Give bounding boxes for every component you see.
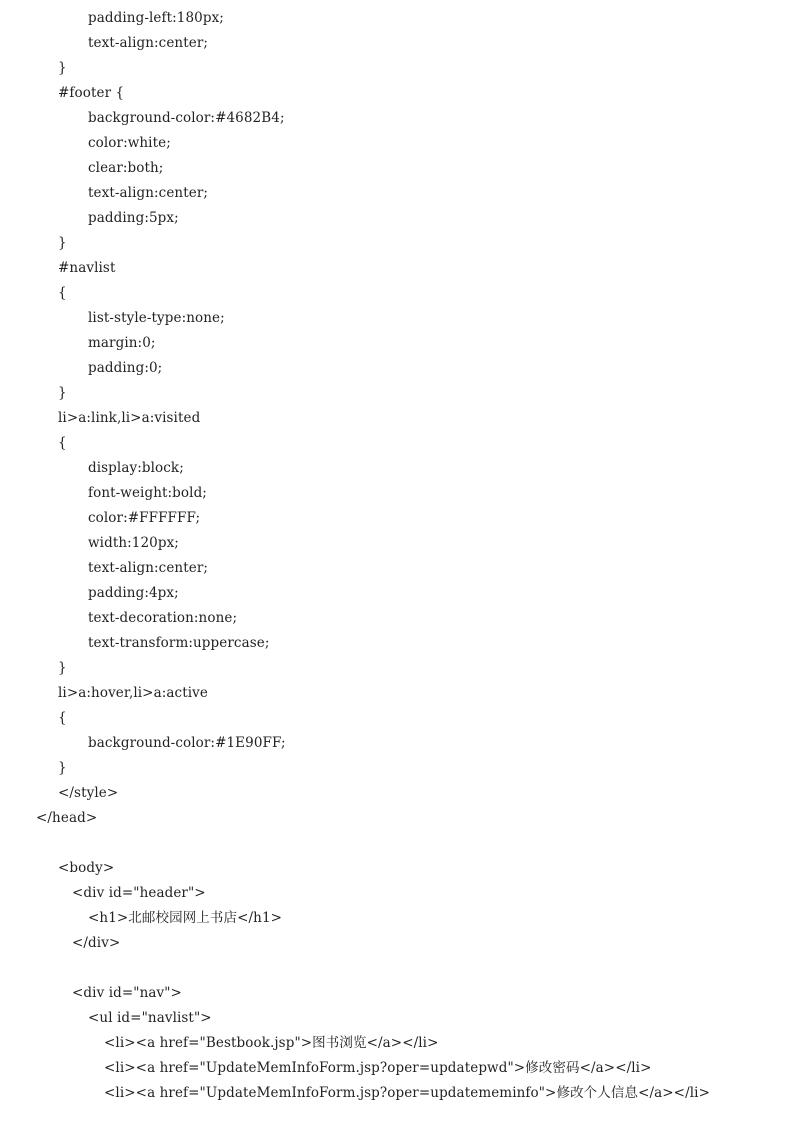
- code-line: text-decoration:none;: [88, 610, 238, 626]
- code-line: width:120px;: [88, 535, 179, 551]
- code-line: background-color:#1E90FF;: [88, 735, 286, 751]
- code-line: display:block;: [88, 460, 184, 476]
- code-line: }: [58, 60, 67, 76]
- code-line: #footer {: [58, 85, 125, 101]
- code-line: padding:0;: [88, 360, 163, 376]
- code-line: padding:5px;: [88, 210, 179, 226]
- code-line: <div id="header">: [72, 885, 206, 901]
- code-line: {: [58, 710, 67, 726]
- code-line: <li><a href="UpdateMemInfoForm.jsp?oper=updatepwd">修改密码</a></li>: [104, 1060, 652, 1076]
- code-line: text-align:center;: [88, 560, 209, 576]
- code-line: #navlist: [58, 260, 116, 276]
- code-line: }: [58, 235, 67, 251]
- code-line: </style>: [58, 785, 119, 801]
- code-line: </div>: [72, 935, 121, 951]
- code-line: }: [58, 660, 67, 676]
- code-line: {: [58, 435, 67, 451]
- code-line: li>a:hover,li>a:active: [58, 685, 208, 701]
- code-line: <div id="nav">: [72, 985, 182, 1001]
- code-line: </head>: [36, 810, 98, 826]
- code-line: li>a:link,li>a:visited: [58, 410, 201, 426]
- code-line: background-color:#4682B4;: [88, 110, 285, 126]
- code-line: color:white;: [88, 135, 171, 151]
- code-line: }: [58, 760, 67, 776]
- code-line: text-align:center;: [88, 185, 209, 201]
- code-line: <body>: [58, 860, 115, 876]
- code-line: margin:0;: [88, 335, 156, 351]
- code-line: <h1>北邮校园网上书店</h1>: [88, 910, 283, 926]
- code-line: clear:both;: [88, 160, 164, 176]
- code-line: }: [58, 385, 67, 401]
- code-line: text-transform:uppercase;: [88, 635, 270, 651]
- code-line: color:#FFFFFF;: [88, 510, 201, 526]
- code-line: {: [58, 285, 67, 301]
- code-line: <ul id="navlist">: [88, 1010, 212, 1026]
- code-line: <li><a href="UpdateMemInfoForm.jsp?oper=updatememinfo">修改个人信息</a></li>: [104, 1085, 710, 1101]
- code-line: padding-left:180px;: [88, 10, 224, 26]
- code-line: <li><a href="Bestbook.jsp">图书浏览</a></li>: [104, 1035, 439, 1051]
- code-line: font-weight:bold;: [88, 485, 207, 501]
- code-line: padding:4px;: [88, 585, 179, 601]
- code-line: list-style-type:none;: [88, 310, 225, 326]
- code-line: text-align:center;: [88, 35, 209, 51]
